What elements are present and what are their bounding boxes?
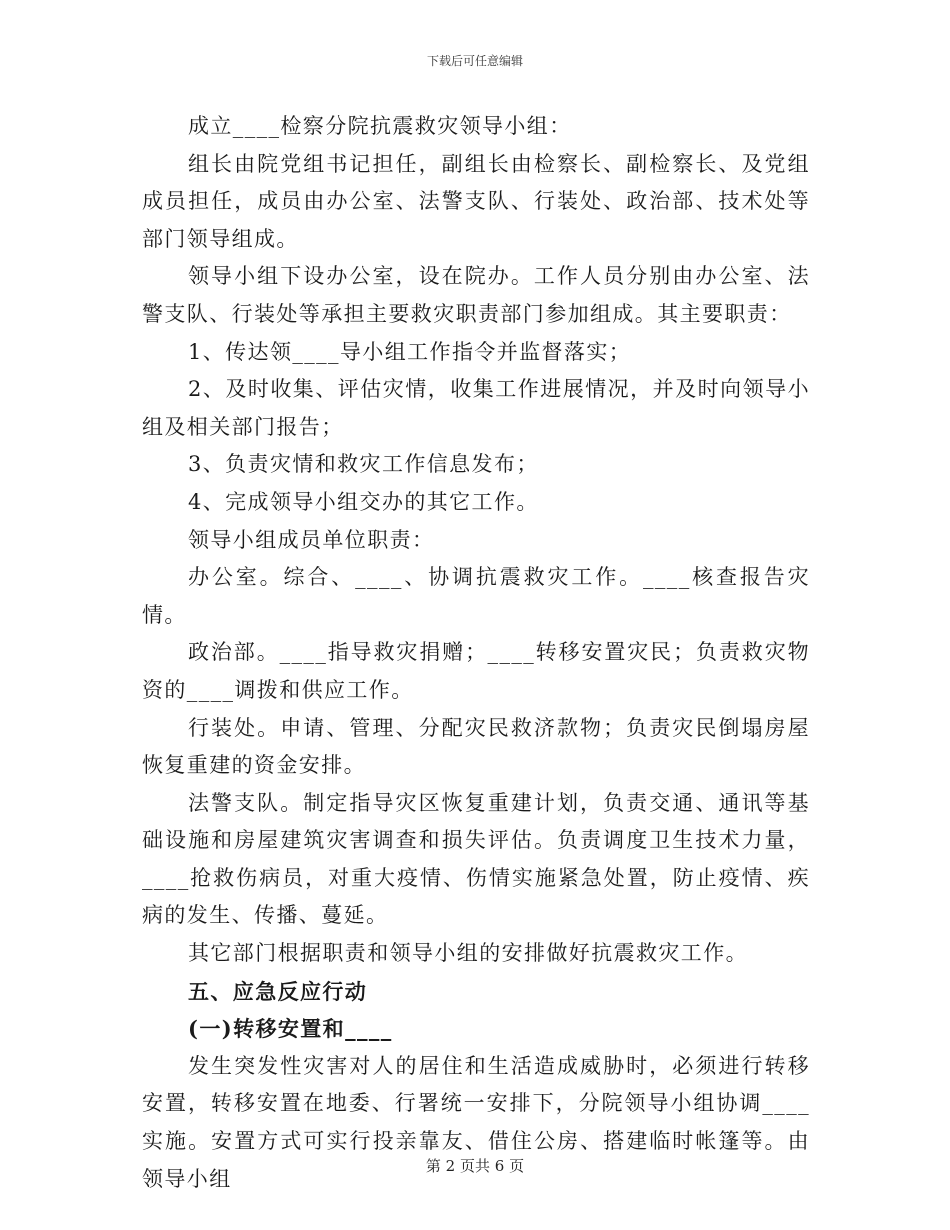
paragraph: 成立____检察分院抗震救灾领导小组： <box>188 114 572 138</box>
document-body <box>142 108 810 1198</box>
list-item: 4、完成领导小组交办的其它工作。 <box>188 489 539 514</box>
list-item: 3、负责灾情和救灾工作信息发布； <box>188 452 539 477</box>
list-item: 1、传达领____导小组工作指令并监督落实； <box>188 339 632 364</box>
subsection-heading: (一)转移安置和____ <box>188 1016 393 1042</box>
paragraph: 法警支队。制定指导灾区恢复重建计划，负责交通、通讯等基础设施和房屋建筑灾害调查和损失评估。负责调度卫生技术力量，____抢救伤病员，对重大疫情、伤情实施紧急处置，防止疫情、疾病的发生、传播、蔓延。 <box>142 790 810 928</box>
section-heading: 五、应急反应行动 <box>188 978 368 1004</box>
paragraph: 组长由院党组书记担任，副组长由检察长、副检察长、及党组成员担任，成员由办公室、法警支队、行装处、政治部、技术处等部门领导组成。 <box>142 151 810 251</box>
paragraph: 其它部门根据职责和领导小组的安排做好抗震救灾工作。 <box>188 941 748 966</box>
paragraph: 领导小组成员单位职责： <box>188 527 435 552</box>
paragraph: 发生突发性灾害对人的居住和生活造成威胁时，必须进行转移安置，转移安置在地委、行署统一安排下，分院领导小组协调____实施。安置方式可实行投亲靠友、借住公房、搭建临时帐篷等。由领导小组 <box>142 1053 810 1191</box>
paragraph: 办公室。综合、____、协调抗震救灾工作。____核查报告灾情。 <box>142 565 810 627</box>
page-header: 下载后可任意编辑 <box>426 54 523 68</box>
list-item: 2、及时收集、评估灾情，收集工作进展情况，并及时向领导小组及相关部门报告； <box>142 377 810 439</box>
paragraph: 行装处。申请、管理、分配灾民救济款物；负责灾民倒塌房屋恢复重建的资金安排。 <box>142 715 810 778</box>
page-footer: 第 2 页共 6 页 <box>425 1157 525 1175</box>
paragraph: 领导小组下设办公室，设在院办。工作人员分别由办公室、法警支队、行装处等承担主要救灾职责部门参加组成。其主要职责： <box>142 264 810 326</box>
paragraph: 政治部。____指导救灾捐赠；____转移安置灾民；负责救灾物资的____调拨和供应工作。 <box>142 640 810 702</box>
